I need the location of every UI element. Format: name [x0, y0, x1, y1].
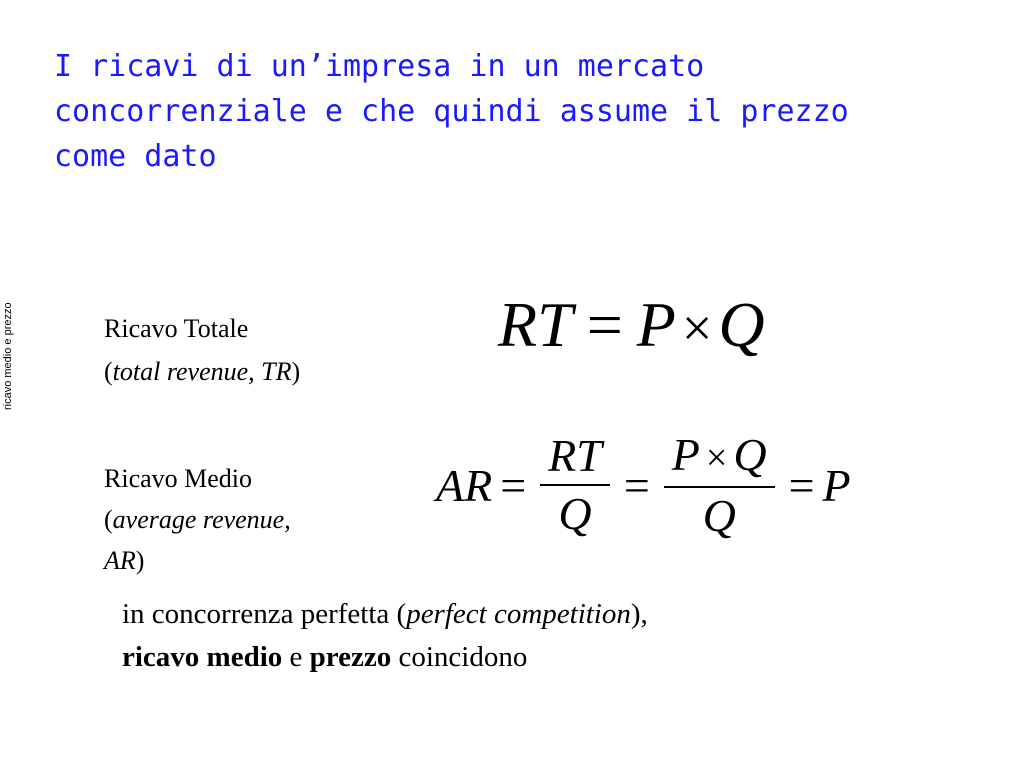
- conclusion-text: [122, 593, 648, 679]
- formula-rt-lhs: RT: [498, 289, 573, 360]
- formula-rt-times: ×: [681, 298, 713, 358]
- fraction-2-numerator: P × Q: [671, 428, 767, 480]
- side-label: ricavo medio e prezzo: [2, 302, 14, 410]
- total-revenue-label: [104, 307, 300, 393]
- conclusion-line-1: in concorrenza perfetta (perfect competition),: [122, 598, 648, 630]
- total-revenue-english-line: (total revenue, TR): [104, 357, 301, 386]
- total-revenue-english: total revenue, TR: [112, 357, 292, 386]
- average-revenue-english-line-1: (average revenue,: [104, 505, 291, 534]
- average-revenue-label: [104, 458, 291, 581]
- formula-rt-p: P: [636, 289, 676, 360]
- formula-rt-q: Q: [718, 289, 765, 360]
- conclusion-line-2: ricavo medio e prezzo coincidono: [122, 641, 528, 673]
- conclusion-italic: perfect competition: [406, 598, 631, 630]
- fraction-pq-over-q: [664, 427, 775, 544]
- conclusion-bold-prezzo: prezzo: [309, 641, 392, 673]
- formula-ar-equals-3: =: [788, 459, 815, 511]
- average-revenue-formula: [436, 425, 851, 545]
- fraction-1-numerator: RT: [548, 430, 602, 481]
- slide-title-line-2: concorrenziale e che quindi assume il prezzo: [54, 94, 849, 129]
- formula-rt-equals: =: [586, 289, 623, 360]
- formula-ar-equals-2: =: [623, 459, 650, 511]
- conclusion-bold-ricavo-medio: ricavo medio: [122, 641, 283, 673]
- formula-ar-lhs: AR: [436, 459, 493, 511]
- fraction-1-denominator: Q: [558, 488, 592, 539]
- total-revenue-formula: [498, 290, 765, 363]
- fraction-2-denominator: Q: [702, 489, 736, 541]
- total-revenue-name: Ricavo Totale: [104, 314, 249, 343]
- average-revenue-name: Ricavo Medio: [104, 464, 253, 493]
- average-revenue-english-line-2: AR): [104, 546, 145, 575]
- slide-title: [54, 44, 954, 179]
- formula-ar-rhs: P: [822, 459, 851, 511]
- formula-ar-equals-1: =: [500, 459, 527, 511]
- slide-title-line-3: come dato: [54, 139, 217, 174]
- slide-title-line-1: I ricavi di un’impresa in un mercato: [54, 49, 705, 84]
- fraction-rt-over-q: [540, 428, 610, 542]
